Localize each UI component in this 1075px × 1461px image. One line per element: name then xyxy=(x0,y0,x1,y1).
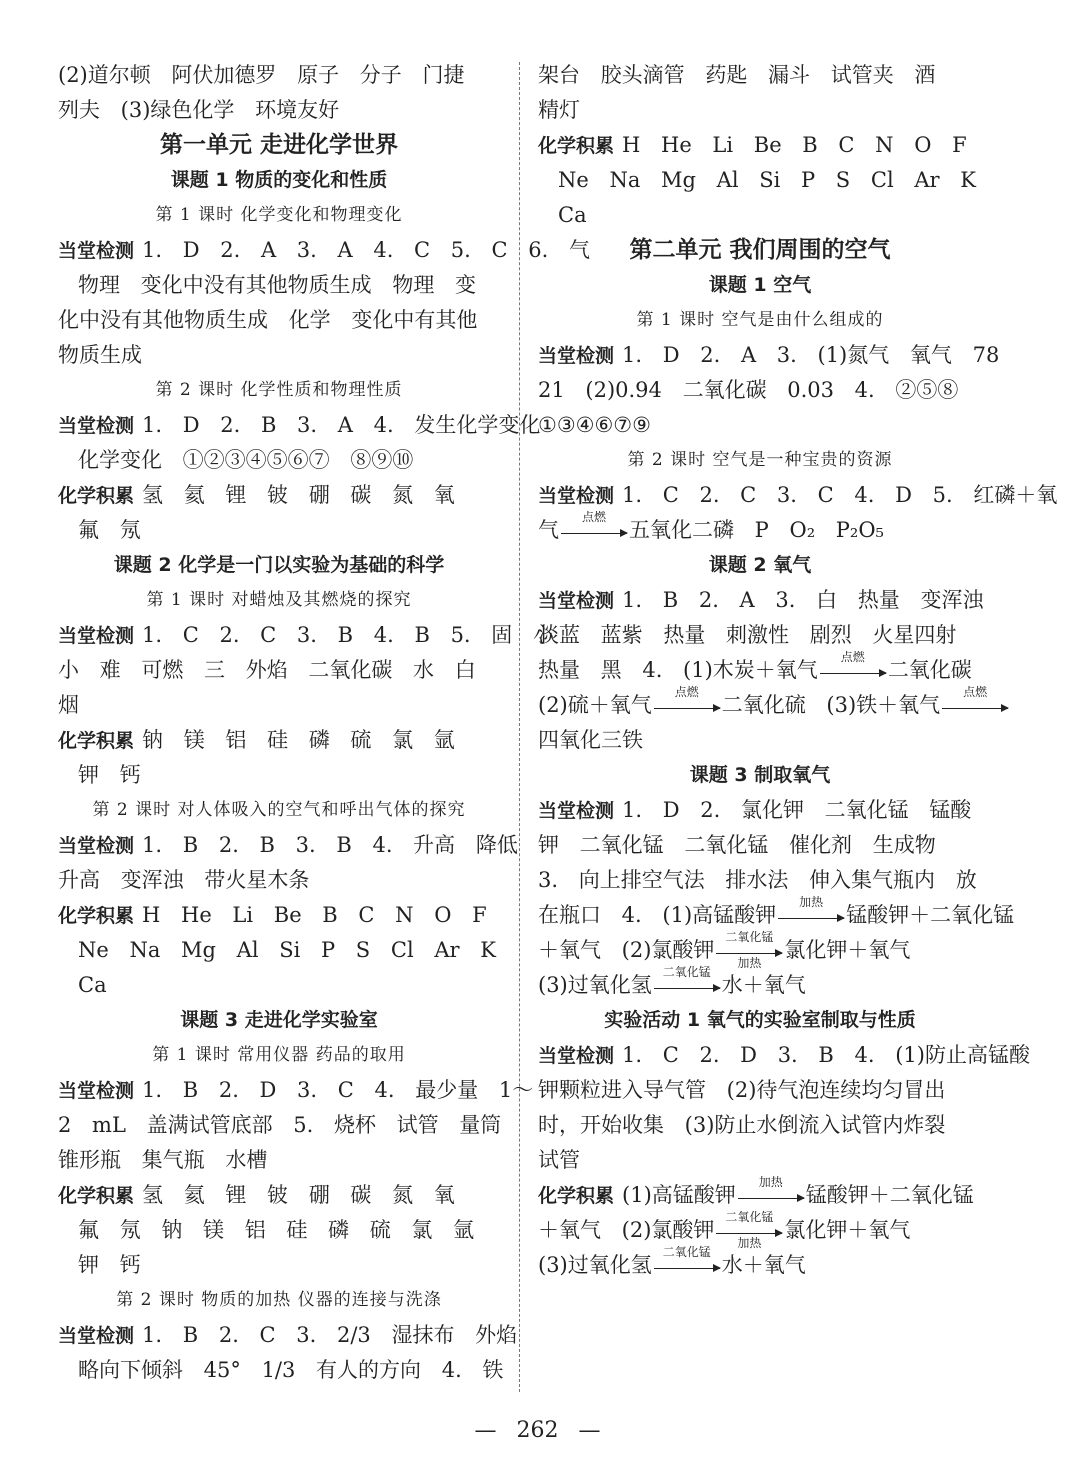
topic-heading: 课题 1 空气 xyxy=(708,274,812,296)
answer-line: 锥形瓶 集气瓶 水槽 xyxy=(58,1148,268,1172)
reaction-condition: 二氧化锰 xyxy=(725,1209,774,1224)
answer-line: 21 (2)0.94 二氧化碳 0.03 4. ②⑤⑧ xyxy=(538,378,959,402)
lesson-heading: 第 2 课时 化学性质和物理性质 xyxy=(155,380,403,400)
answer-line: 钾 钙 xyxy=(78,763,141,787)
section-label: 化学积累 xyxy=(58,730,135,752)
reaction-condition: 二氧化锰 xyxy=(662,1244,711,1259)
answer-line: 烟 xyxy=(58,693,79,717)
answer-line xyxy=(538,583,982,618)
reaction-condition: 加热 xyxy=(758,1174,783,1189)
answer-text: 1. C 2. D 3. B 4. (1)防止高锰酸 xyxy=(622,1043,1030,1067)
product-text: 二氧化碳 xyxy=(887,658,972,682)
section-label: 当堂检测 xyxy=(538,1045,615,1067)
answer-line: Ne Na Mg Al Si P S Cl Ar K xyxy=(78,938,496,962)
topic-heading: 课题 2 化学是一门以实验为基础的科学 xyxy=(113,554,445,576)
answer-line: 物理 变化中没有其他物质生成 物理 变 xyxy=(78,273,477,297)
product-text: 锰酸钾＋二氧化锰 xyxy=(805,1183,974,1207)
reaction-condition: 点燃 xyxy=(840,649,865,664)
answer-line xyxy=(538,128,982,163)
answer-line: 3. 向上排空气法 排水法 伸入集气瓶内 放 xyxy=(538,868,977,892)
answer-line: Ne Na Mg Al Si P S Cl Ar K xyxy=(558,168,976,192)
product-text: 水＋氧气 xyxy=(721,973,806,997)
equation-line xyxy=(538,1174,982,1213)
answer-line xyxy=(538,793,982,828)
reactant-text: (3)过氧化氢 xyxy=(538,1253,652,1277)
answer-text: 1. B 2. B 3. B 4. 升高 降低 xyxy=(142,833,518,857)
equation-line xyxy=(538,1244,982,1283)
section-label: 当堂检测 xyxy=(58,835,135,857)
equation-line xyxy=(538,684,988,723)
section-label: 当堂检测 xyxy=(58,240,135,262)
reaction-arrow xyxy=(820,649,886,681)
answer-line: 钾 钙 xyxy=(78,1253,141,1277)
page-number xyxy=(0,1418,1075,1443)
reaction-arrow xyxy=(716,1209,782,1250)
section-label: 当堂检测 xyxy=(58,1325,135,1347)
answer-line xyxy=(58,723,500,758)
arrow-icon xyxy=(820,673,886,674)
reaction-condition: 二氧化锰 xyxy=(725,929,774,944)
answer-line xyxy=(58,828,518,863)
topic-heading: 课题 2 氧气 xyxy=(708,554,812,576)
lesson-heading: 第 1 课时 对蜡烛及其燃烧的探究 xyxy=(146,590,412,610)
answer-line: 精灯 xyxy=(538,98,580,122)
section-label: 当堂检测 xyxy=(538,485,615,507)
answer-line: 小 难 可燃 三 外焰 二氧化碳 水 白 xyxy=(58,658,476,682)
section-label: 当堂检测 xyxy=(538,345,615,367)
equation-line xyxy=(538,894,1015,933)
reaction-condition: 点燃 xyxy=(674,684,699,699)
product-text: 氯化钾＋氧气 xyxy=(784,1218,911,1242)
answer-line: ①③④⑥⑦⑨ xyxy=(538,413,651,437)
arrow-icon xyxy=(716,953,782,954)
arrow-icon xyxy=(561,533,627,534)
page-dash: — xyxy=(578,1418,601,1443)
answer-line xyxy=(58,478,500,513)
section-label: 当堂检测 xyxy=(538,590,615,612)
unit-heading: 第一单元 走进化学世界 xyxy=(159,132,398,158)
page-dash: — xyxy=(474,1418,497,1443)
section-label: 化学积累 xyxy=(58,905,135,927)
answer-line: 略向下倾斜 45° 1/3 有人的方向 4. 铁 xyxy=(78,1358,504,1382)
answer-line: 氟 氖 钠 镁 铝 硅 磷 硫 氯 氩 xyxy=(78,1218,475,1242)
answer-text: 1. B 2. A 3. 白 热量 变浑浊 xyxy=(622,588,984,612)
reaction-arrow xyxy=(654,684,720,716)
equation-line xyxy=(538,509,982,548)
reaction-arrow xyxy=(716,929,782,970)
answer-line xyxy=(538,338,1000,373)
reaction-condition: 点燃 xyxy=(963,684,988,699)
reaction-arrow xyxy=(942,684,1008,716)
arrow-icon xyxy=(738,1198,804,1199)
product-text: 氯化钾＋氧气 xyxy=(784,938,911,962)
equation-line xyxy=(538,964,982,1003)
section-label: 化学积累 xyxy=(58,485,135,507)
answer-line xyxy=(58,233,590,268)
answer-line: 试管 xyxy=(538,1148,580,1172)
section-label: 当堂检测 xyxy=(58,1080,135,1102)
equation-line xyxy=(538,929,982,970)
reaction-condition: 二氧化锰 xyxy=(662,964,711,979)
equation-line xyxy=(538,649,982,688)
answer-line: 升高 变浑浊 带火星木条 xyxy=(58,868,310,892)
reaction-arrow xyxy=(654,1244,720,1276)
answer-text: 1. D 2. B 3. A 4. 发生化学变化 xyxy=(142,413,541,437)
answer-line: 架台 胶头滴管 药匙 漏斗 试管夹 酒 xyxy=(538,63,936,87)
answer-text: 1. C 2. C 3. C 4. D 5. 红磷＋氧 xyxy=(622,483,1058,507)
answer-line xyxy=(58,1178,500,1213)
section-label: 当堂检测 xyxy=(538,800,615,822)
page-number-text: 262 xyxy=(516,1418,559,1443)
answer-line: 钾颗粒进入导气管 (2)待气泡连续均匀冒出 xyxy=(538,1078,946,1102)
arrow-icon xyxy=(942,708,1008,709)
reaction-condition: 加热 xyxy=(737,955,762,970)
answer-line: 钾 二氧化锰 二氧化锰 催化剂 生成物 xyxy=(538,833,936,857)
answer-line: 列夫 (3)绿色化学 环境友好 xyxy=(58,98,340,122)
section-label: 当堂检测 xyxy=(58,625,135,647)
topic-heading: 课题 3 制取氧气 xyxy=(689,764,831,786)
reaction-condition: 点燃 xyxy=(581,509,606,524)
reaction-arrow xyxy=(778,894,844,926)
answer-text: 1. B 2. D 3. C 4. 最少量 1～ xyxy=(142,1078,534,1102)
answer-text: H He Li Be B C N O F xyxy=(142,903,487,927)
answer-text: H He Li Be B C N O F xyxy=(622,133,967,157)
reactant-text: ＋氧气 (2)氯酸钾 xyxy=(538,1218,715,1242)
lesson-heading: 第 1 课时 化学变化和物理变化 xyxy=(155,205,403,225)
product-text: 二氧化硫 (3)铁＋氧气 xyxy=(721,693,941,717)
reaction-arrow xyxy=(654,964,720,996)
answer-text: 1. B 2. C 3. 2/3 湿抹布 外焰 xyxy=(142,1323,518,1347)
reaction-arrow xyxy=(561,509,627,541)
arrow-icon xyxy=(778,918,844,919)
answer-line xyxy=(538,1038,1030,1073)
reaction-condition: 加热 xyxy=(737,1235,762,1250)
product-text: 锰酸钾＋二氧化锰 xyxy=(846,903,1015,927)
lesson-heading: 第 1 课时 常用仪器 药品的取用 xyxy=(152,1045,406,1065)
section-label: 化学积累 xyxy=(58,1185,135,1207)
reactant-text: (3)过氧化氢 xyxy=(538,973,652,997)
answer-text: 钠 镁 铝 硅 磷 硫 氯 氩 xyxy=(142,728,455,752)
answer-text: 1. D 2. 氯化钾 二氧化锰 锰酸 xyxy=(622,798,972,822)
section-label: 化学积累 xyxy=(538,135,615,157)
arrow-icon xyxy=(716,1233,782,1234)
answer-text: 氢 氦 锂 铍 硼 碳 氮 氧 xyxy=(142,483,455,507)
section-label: 化学积累 xyxy=(538,1185,615,1207)
arrow-icon xyxy=(654,1268,720,1269)
lesson-heading: 第 2 课时 物质的加热 仪器的连接与洗涤 xyxy=(116,1290,442,1310)
topic-heading: 实验活动 1 氧气的实验室制取与性质 xyxy=(604,1009,916,1031)
section-label: 当堂检测 xyxy=(58,415,135,437)
answer-text: 1. C 2. C 3. B 4. B 5. 固 小 xyxy=(142,623,554,647)
answer-line: 淡蓝 蓝紫 热量 刺激性 剧烈 火星四射 xyxy=(538,623,957,647)
reactant-text: (2)硫＋氧气 xyxy=(538,693,652,717)
answer-text: 1. D 2. A 3. (1)氮气 氧气 78 xyxy=(622,343,1000,367)
answer-line xyxy=(58,898,500,933)
reactant-text: 气 xyxy=(538,518,559,542)
answer-text: 氢 氦 锂 铍 硼 碳 氮 氧 xyxy=(142,1183,455,1207)
answer-line: 化中没有其他物质生成 化学 变化中有其他 xyxy=(58,308,478,332)
unit-heading: 第二单元 我们周围的空气 xyxy=(629,237,891,263)
answer-line: 化学变化 ①②③④⑤⑥⑦ ⑧⑨⑩ xyxy=(78,448,414,472)
answer-line xyxy=(58,408,541,443)
topic-heading: 课题 1 物质的变化和性质 xyxy=(170,169,388,191)
answer-text: 1. D 2. A 3. A 4. C 5. C 6. 气 xyxy=(142,238,590,262)
answer-line: (2)道尔顿 阿伏加德罗 原子 分子 门捷 xyxy=(58,63,465,87)
answer-line xyxy=(58,1073,534,1108)
answer-line xyxy=(538,478,1058,513)
right-column xyxy=(538,58,1058,1283)
reactant-text: 在瓶口 4. (1)高锰酸钾 xyxy=(538,903,777,927)
answer-line xyxy=(58,1318,518,1353)
reactant-text: ＋氧气 (2)氯酸钾 xyxy=(538,938,715,962)
equation-line xyxy=(538,1209,982,1250)
arrow-icon xyxy=(654,988,720,989)
answer-line: 时，开始收集 (3)防止水倒流入试管内炸裂 xyxy=(538,1113,946,1137)
product-text: 水＋氧气 xyxy=(721,1253,806,1277)
lesson-heading: 第 2 课时 对人体吸入的空气和呼出气体的探究 xyxy=(92,800,466,820)
arrow-icon xyxy=(654,708,720,709)
answer-line: 四氧化三铁 xyxy=(538,728,643,752)
topic-heading: 课题 3 走进化学实验室 xyxy=(180,1009,378,1031)
lesson-heading: 第 1 课时 空气是由什么组成的 xyxy=(636,310,884,330)
answer-line: Ca xyxy=(78,973,107,997)
reaction-arrow xyxy=(738,1174,804,1206)
reaction-condition: 加热 xyxy=(799,894,824,909)
answer-line: 2 mL 盖满试管底部 5. 烧杯 试管 量筒 xyxy=(58,1113,502,1137)
answer-line xyxy=(58,618,554,653)
answer-line: Ca xyxy=(558,203,587,227)
reactant-text: (1)高锰酸钾 xyxy=(622,1183,736,1207)
product-text: 五氧化二磷 P O₂ P₂O₅ xyxy=(629,518,884,542)
lesson-heading: 第 2 课时 空气是一种宝贵的资源 xyxy=(627,450,893,470)
reactant-text: 热量 黑 4. (1)木炭＋氧气 xyxy=(538,658,818,682)
answer-line: 物质生成 xyxy=(58,343,142,367)
answer-line: 氟 氖 xyxy=(78,518,141,542)
